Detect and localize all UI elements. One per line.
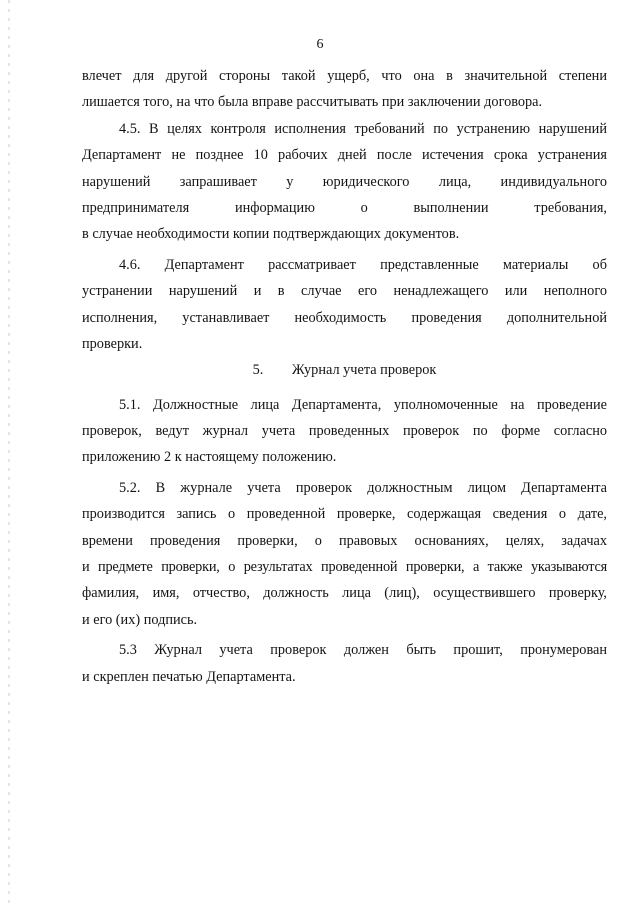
paragraph-5-1 (82, 392, 607, 471)
text-line: и предмете проверки, о результатах проведенной проверки, а также указываются (82, 559, 607, 576)
paragraph-5-2 (82, 475, 607, 633)
text-line: фамилия, имя, отчество, должность лица (лиц), осуществившего проверку, (82, 585, 607, 602)
text-line: производится запись о проведенной проверке, содержащая сведения о дате, (82, 506, 607, 523)
paragraph-5-3 (82, 637, 607, 690)
paragraph-4-6 (82, 252, 607, 358)
page-number: 6 (316, 37, 324, 52)
text-line: предпринимателя информацию о выполнении требования, (82, 199, 607, 216)
text-line: устранении нарушений и в случае его ненадлежащего или неполного (82, 283, 607, 300)
text-line: 5.1. Должностные лица Департамента, уполномоченные на проведение (119, 396, 607, 413)
text-line: приложению 2 к настоящему положению. (82, 449, 337, 466)
text-line: проверки. (82, 335, 143, 352)
section-heading (82, 357, 607, 383)
section-5-title: 5. Журнал учета проверок (252, 362, 437, 379)
text-line: Департамент не позднее 10 рабочих дней после истечения срока устранения (82, 147, 607, 164)
text-line: 4.6. Департамент рассматривает представленные материалы об (119, 256, 607, 273)
paragraph-continuation (82, 63, 607, 116)
text-line: 5.2. В журнале учета проверок должностным лицом Департамента (119, 479, 607, 496)
document-body (82, 63, 607, 690)
text-line: влечет для другой стороны такой ущерб, что она в значительной степени (82, 68, 607, 84)
text-line: 4.5. В целях контроля исполнения требований по устранению нарушений (119, 120, 607, 137)
scan-edge (8, 0, 10, 905)
text-line: 5.3 Журнал учета проверок должен быть прошит, пронумерован (119, 642, 607, 659)
text-line: и его (их) подпись. (82, 611, 198, 628)
text-line: времени проведения проверки, о правовых основаниях, целях, задачах (82, 532, 607, 549)
paragraph-4-5 (82, 116, 607, 248)
text-line: нарушений запрашивает у юридического лица, индивидуального (82, 173, 607, 190)
text-line: и скреплен печатью Департамента. (82, 668, 296, 685)
text-line: исполнения, устанавливает необходимость проведения дополнительной (82, 309, 607, 326)
text-line: в случае необходимости копии подтверждающих документов. (82, 226, 460, 243)
text-line: лишается того, на что была вправе рассчитывать при заключении договора. (82, 94, 543, 111)
text-line: проверок, ведут журнал учета проведенных проверок по форме согласно (82, 423, 607, 440)
